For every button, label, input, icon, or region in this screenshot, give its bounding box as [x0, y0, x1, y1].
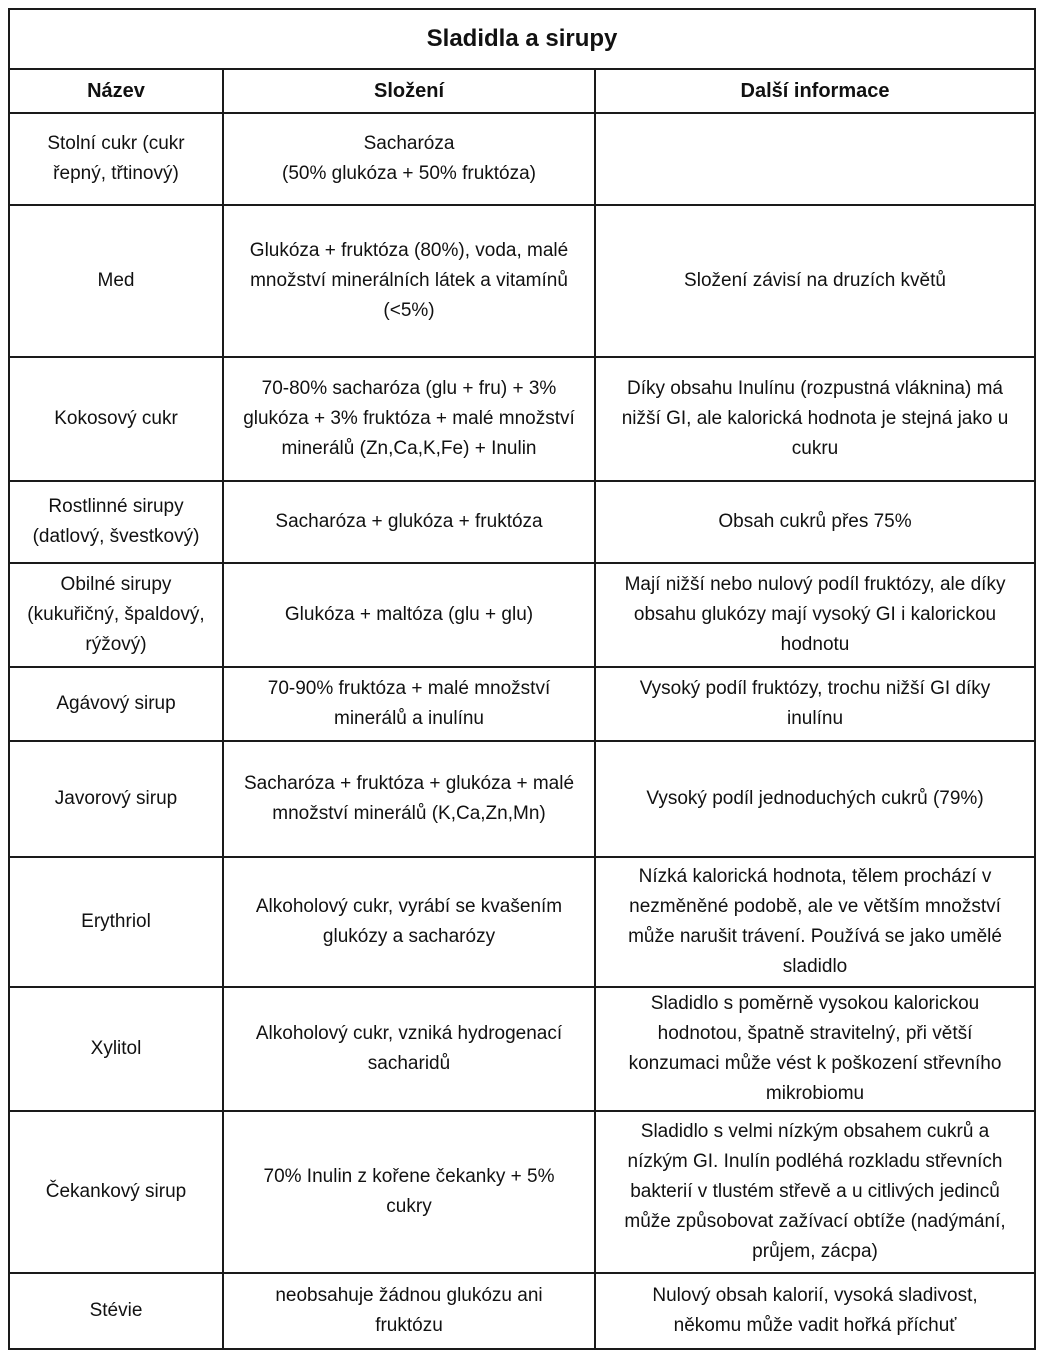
cell-composition: 70-90% fruktóza + malé množství minerálů a inulínu [223, 667, 595, 741]
cell-name: Obilné sirupy (kukuřičný, špaldový, rýžový) [9, 563, 223, 667]
cell-info: Vysoký podíl jednoduchých cukrů (79%) [595, 741, 1035, 857]
cell-info: Nulový obsah kalorií, vysoká sladivost, někomu může vadit hořká příchuť [595, 1273, 1035, 1349]
table-row [9, 667, 1035, 741]
cell-name: Rostlinné sirupy (datlový, švestkový) [9, 481, 223, 563]
table-row [9, 741, 1035, 857]
header-composition: Složení [223, 69, 595, 113]
table-row [9, 205, 1035, 357]
table-row [9, 481, 1035, 563]
header-name: Název [9, 69, 223, 113]
cell-composition: Alkoholový cukr, vyrábí se kvašením glukózy a sacharózy [223, 857, 595, 987]
cell-composition: Sacharóza (50% glukóza + 50% fruktóza) [223, 113, 595, 205]
cell-name: Kokosový cukr [9, 357, 223, 481]
cell-composition: Sacharóza + glukóza + fruktóza [223, 481, 595, 563]
table-row [9, 563, 1035, 667]
table-row [9, 1111, 1035, 1273]
cell-composition: Glukóza + fruktóza (80%), voda, malé množství minerálních látek a vitamínů (<5%) [223, 205, 595, 357]
cell-name: Stolní cukr (cukr řepný, třtinový) [9, 113, 223, 205]
cell-composition: neobsahuje žádnou glukózu ani fruktózu [223, 1273, 595, 1349]
table-row [9, 113, 1035, 205]
cell-info: Díky obsahu Inulínu (rozpustná vláknina) má nižší GI, ale kalorická hodnota je stejná jako u cukru [595, 357, 1035, 481]
cell-name: Javorový sirup [9, 741, 223, 857]
cell-composition: Sacharóza + fruktóza + glukóza + malé množství minerálů (K,Ca,Zn,Mn) [223, 741, 595, 857]
table-row [9, 357, 1035, 481]
cell-composition: 70-80% sacharóza (glu + fru) + 3% glukóza + 3% fruktóza + malé množství minerálů (Zn,Ca,K,Fe) + Inulin [223, 357, 595, 481]
cell-name: Čekankový sirup [9, 1111, 223, 1273]
cell-info: Sladidlo s poměrně vysokou kalorickou hodnotou, špatně stravitelný, při větší konzumaci může vést k poškození střevního mikrobiomu [595, 987, 1035, 1111]
table-row [9, 987, 1035, 1111]
cell-name: Erythriol [9, 857, 223, 987]
table-row [9, 857, 1035, 987]
cell-info: Vysoký podíl fruktózy, trochu nižší GI díky inulínu [595, 667, 1035, 741]
cell-name: Xylitol [9, 987, 223, 1111]
cell-name: Stévie [9, 1273, 223, 1349]
cell-composition: Alkoholový cukr, vzniká hydrogenací sacharidů [223, 987, 595, 1111]
header-row [9, 69, 1035, 113]
cell-info: Nízká kalorická hodnota, tělem prochází v nezměněné podobě, ale ve větším množství může narušit trávení. Používá se jako umělé sladidlo [595, 857, 1035, 987]
table-title: Sladidla a sirupy [9, 9, 1035, 69]
cell-info [595, 113, 1035, 205]
cell-composition: 70% Inulin z kořene čekanky + 5% cukry [223, 1111, 595, 1273]
cell-info: Složení závisí na druzích květů [595, 205, 1035, 357]
cell-info: Obsah cukrů přes 75% [595, 481, 1035, 563]
header-info: Další informace [595, 69, 1035, 113]
cell-info: Mají nižší nebo nulový podíl fruktózy, ale díky obsahu glukózy mají vysoký GI i kalorickou hodnotu [595, 563, 1035, 667]
sweeteners-table [8, 8, 1036, 1350]
cell-composition: Glukóza + maltóza (glu + glu) [223, 563, 595, 667]
title-row [9, 9, 1035, 69]
cell-name: Agávový sirup [9, 667, 223, 741]
cell-info: Sladidlo s velmi nízkým obsahem cukrů a nízkým GI. Inulín podléhá rozkladu střevních bakterií v tlustém střevě a u citlivých jedinců může způsobovat zažívací obtíže (nadýmání, průjem, zácpa) [595, 1111, 1035, 1273]
table-row [9, 1273, 1035, 1349]
cell-name: Med [9, 205, 223, 357]
